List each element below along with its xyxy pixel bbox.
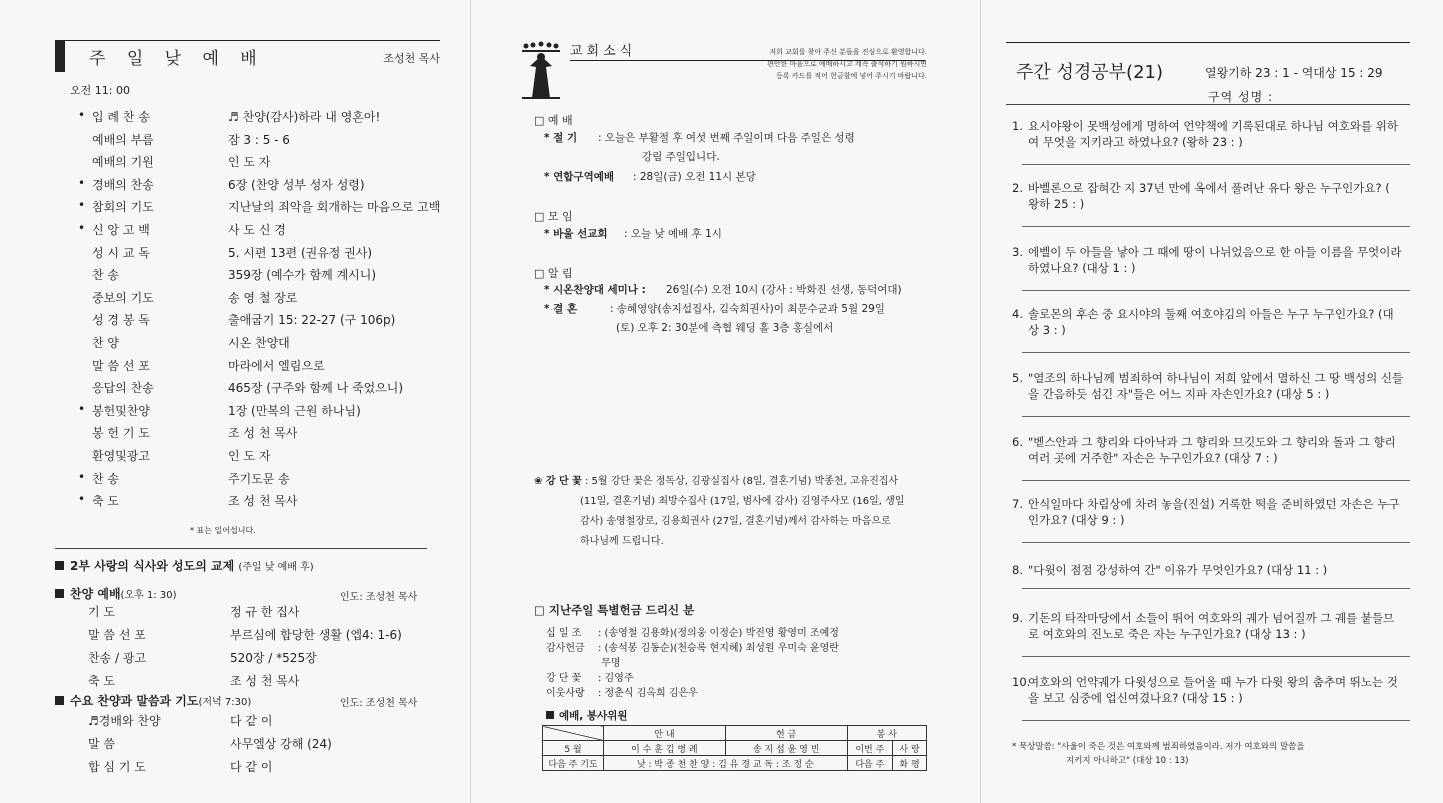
wednesday-order-item: [88, 712, 448, 735]
order-value: 520장 / *525장: [230, 651, 317, 665]
order-value: 지난날의 죄악을 회개하는 마음으로 고백: [228, 200, 441, 215]
order-label: 응답의 찬송: [92, 381, 154, 396]
order-value: 잠 3 : 5 - 6: [228, 132, 290, 147]
service-order-item: [78, 379, 458, 402]
order-value: 정 규 한 집사: [230, 605, 300, 619]
question-text: "다윗이 점점 강성하여 간" 이유가 무엇인가요? (대상 11 : ): [1028, 563, 1328, 577]
wedding-text: : 송혜영양(송지섭집사, 김숙희권사)이 최문수군과 5월 29일: [610, 303, 885, 315]
wednesday-title: 수요 찬양과 말씀과 기도: [70, 694, 199, 708]
duty-heading: [546, 708, 628, 723]
welcome-line: 편안한 마음으로 예배하시고 계속 출석하기 원하시면: [767, 60, 927, 68]
answer-line: [1022, 352, 1410, 353]
praise-title: 찬양 예배: [70, 587, 121, 601]
order-value: 6장 (찬양 성부 성자 성령): [228, 177, 365, 192]
service-time: 오전 11: 00: [70, 84, 130, 97]
order-label: 성 경 봉 독: [92, 313, 150, 328]
bible-study-panel: [980, 0, 1443, 803]
answer-line: [1022, 164, 1410, 165]
order-label: 찬송 / 광고: [88, 651, 147, 665]
order-value: 조 성 천 목사: [230, 674, 300, 688]
study-question: [1012, 610, 1410, 642]
praise-leader: 인도: 조성천 목사: [340, 592, 418, 603]
order-value: 조 성 천 목사: [228, 426, 298, 441]
worship-order-panel: [0, 0, 470, 803]
service-order-item: [78, 357, 458, 380]
study-question: [1012, 306, 1410, 338]
offering-row: [546, 684, 946, 699]
order-value: 조 성 천 목사: [228, 494, 298, 509]
offering-row: [546, 669, 946, 684]
altar-flowers-label: ❀ 강 단 꽃: [534, 476, 582, 487]
question-number: 1.: [1012, 119, 1023, 133]
square-bullet-icon: [55, 561, 64, 570]
order-label: 찬 양: [92, 335, 119, 350]
offering-label: 이웃사랑: [546, 688, 585, 699]
study-rule: [1006, 104, 1410, 105]
answer-line: [1022, 720, 1410, 721]
answer-line: [1022, 588, 1410, 589]
order-label: 찬 송: [92, 471, 119, 486]
table-cell: 다음 주 기도: [543, 756, 604, 771]
seminar-text: 26일(수) 오전 10시 (강사 : 박화진 선생, 동덕여대): [666, 284, 902, 296]
question-number: 9.: [1012, 611, 1023, 625]
order-label: 봉 헌 기 도: [92, 426, 150, 441]
church-news-panel: [470, 0, 980, 803]
order-value: 359장 (예수가 함께 계시니): [228, 268, 377, 283]
table-cell: 화 평: [893, 756, 927, 771]
standing-note: * 표는 일어섭니다.: [190, 526, 256, 535]
order-label: 찬 송: [92, 268, 119, 283]
service-order-item: [78, 131, 458, 154]
table-corner-cell: [543, 726, 604, 741]
order-label: 참회의 기도: [92, 200, 154, 215]
study-question: [1012, 370, 1410, 402]
order-value: 송 영 철 장로: [228, 290, 298, 305]
altar-flowers-line: (11일, 결혼기념) 최방수집사 (17일, 범사에 감사) 김영주사모 (16일, 생일: [580, 496, 905, 507]
answer-line: [1022, 416, 1410, 417]
duty-title: 예배, 봉사위원: [559, 710, 628, 722]
table-cell: 5 월: [543, 741, 604, 756]
question-number: 5.: [1012, 371, 1023, 385]
part2-heading: [55, 557, 314, 574]
order-value: 인 도 자: [228, 448, 271, 463]
square-bullet-icon: [55, 589, 64, 598]
meditation-verse: [1012, 740, 1412, 768]
order-value: 다 같 이: [230, 714, 273, 728]
order-label: 중보의 기도: [92, 290, 154, 305]
question-text: "벧스안과 그 향리와 다아낙과 그 향리와 므깃도와 그 향리와 돌과 그 향리 여러 곳에 거주한" 자손은 누구인가요? (대상 7 : ): [1028, 435, 1396, 465]
answer-line: [1022, 480, 1410, 481]
study-question: [1012, 496, 1410, 528]
square-bullet-icon: [55, 696, 64, 705]
standing-mark: •: [78, 220, 86, 235]
order-label: 봉헌및찬양: [92, 403, 150, 418]
question-number: 4.: [1012, 307, 1023, 321]
seminar-label: * 시온찬양대 세미나 :: [544, 284, 646, 296]
notice-section-heading: □ 알 림: [534, 267, 573, 280]
offering-label: 십 일 조: [546, 628, 582, 639]
question-number: 8.: [1012, 563, 1023, 577]
offering-row: [546, 624, 946, 639]
altar-flowers: [534, 472, 929, 552]
service-title: 주 일 낮 예 배: [89, 49, 265, 69]
study-question: [1012, 674, 1410, 706]
service-order-item: [78, 244, 458, 267]
table-cell: 다음 주: [847, 756, 893, 771]
offering-names: : 정춘식 김옥희 김은우: [598, 688, 698, 699]
order-label: 말 씀 선 포: [88, 628, 146, 642]
order-label: 축 도: [92, 494, 119, 509]
question-text: 요시야왕이 못백성에게 명하여 언약책에 기록된대로 하나님 여호와를 위하여 무엇을 지키라고 하였나요? (왕하 23 : ): [1028, 119, 1398, 149]
part2-title: 2부 사랑의 식사와 성도의 교제: [70, 559, 235, 573]
section-divider: [55, 548, 427, 549]
wedding-text-2: (토) 오후 2: 30분에 측협 웨딩 홀 3층 홍실에서: [616, 322, 834, 334]
table-row: [543, 741, 927, 756]
order-label: 축 도: [88, 674, 115, 688]
study-question: [1012, 180, 1410, 212]
wednesday-time: (저녁 7:30): [198, 697, 252, 708]
order-label: 말 씀: [88, 737, 115, 751]
order-value: 사 도 신 경: [228, 222, 286, 237]
offerings-heading: □ 지난주일 특별헌금 드리신 분: [534, 603, 695, 617]
study-name-field: 구역 성명 :: [1208, 90, 1274, 104]
welcome-text: [722, 46, 927, 82]
wednesday-order-list: [88, 712, 448, 781]
offering-names: : (송영철 김용화)(정의웅 이정순) 박진영 황영미 조예정: [598, 628, 839, 639]
service-header: [55, 40, 440, 72]
question-text: 안식일마다 차림상에 차려 놓을(진설) 거룩한 떡을 준비하였던 자손은 누구인가요? (대상 9 : ): [1028, 497, 1400, 527]
wednesday-order-item: [88, 735, 448, 758]
table-cell: 이 수 훈 김 병 례: [604, 741, 726, 756]
altar-flowers-line: : 5월 강단 꽃은 정독상, 김광실집사 (8일, 결혼기념) 박종천, 고유진집사: [585, 476, 899, 487]
table-header: 헌 금: [725, 726, 847, 741]
order-value: 부르심에 합당한 생활 (엡4: 1-6): [230, 628, 402, 642]
service-order-list: [78, 108, 458, 515]
joint-worship-label: * 연합구역예배: [544, 171, 615, 183]
study-question: [1012, 118, 1410, 150]
answer-line: [1022, 656, 1410, 657]
order-label: 환영및광고: [92, 448, 150, 463]
season-text-2: 강림 주일입니다.: [642, 151, 720, 163]
question-text: 기돈의 타작마당에서 소들이 뛰어 여호와의 궤가 넘어질까 그 궤를 붙들므로 여호와의 진노로 죽은 자는 누구인가요? (대상 13 : ): [1028, 611, 1395, 641]
standing-mark: •: [78, 469, 86, 484]
praise-order-list: [88, 603, 448, 695]
service-order-item: [78, 311, 458, 334]
service-order-item: [78, 176, 458, 199]
order-value: 465장 (구주와 함께 나 죽었으니): [228, 381, 404, 396]
offering-names: 무명: [598, 658, 621, 669]
offering-names: : 김영주: [598, 673, 634, 684]
wednesday-leader: 인도: 조성천 목사: [340, 698, 418, 709]
praise-order-item: [88, 649, 448, 672]
header-rule: [65, 40, 440, 41]
season-text: : 오늘은 부활절 후 여섯 번째 주일이며 다음 주일은 성령: [598, 132, 855, 144]
standing-mark: •: [78, 401, 86, 416]
service-order-item: [78, 221, 458, 244]
meditation-line: 지키지 아니하고" (대상 10 : 13): [1066, 756, 1189, 766]
order-value: 시온 찬양대: [228, 335, 290, 350]
service-order-item: [78, 334, 458, 357]
welcome-line: 등록 카드를 적어 헌금함에 넣어 주시기 바랍니다.: [776, 72, 927, 80]
praise-time: (오후 1: 30): [120, 590, 177, 601]
offering-label: 강 단 꽃: [546, 673, 582, 684]
order-label: 예배의 부름: [92, 132, 154, 147]
answer-line: [1022, 542, 1410, 543]
standing-mark: •: [78, 198, 86, 213]
service-order-item: [78, 289, 458, 312]
question-number: 7.: [1012, 497, 1023, 511]
order-value: 인 도 자: [228, 155, 271, 170]
standing-mark: •: [78, 175, 86, 190]
question-text: 에벨이 두 아들을 낳아 그 때에 땅이 나뉘었음으로 한 아들 이름을 무엇이라 하였나요? (대상 1 : ): [1028, 245, 1402, 275]
standing-mark: •: [78, 492, 86, 507]
table-cell: 송 지 섭 윤 영 빈: [725, 741, 847, 756]
study-question: [1012, 434, 1410, 466]
order-label: 입 례 찬 송: [92, 110, 150, 124]
altar-flowers-line: 감사) 송영철장로, 김용희권사 (27일, 결혼기념)께서 감사하는 마음으로: [580, 516, 891, 527]
praise-order-item: [88, 603, 448, 626]
service-order-item: [78, 492, 458, 515]
order-value: 주기도문 송: [228, 471, 290, 486]
worship-section-heading: □ 예 배: [534, 114, 573, 127]
welcome-line: 저희 교회를 찾아 주신 분들을 진심으로 환영합니다.: [769, 48, 927, 56]
praise-heading: [55, 585, 176, 602]
answer-line: [1022, 290, 1410, 291]
service-order-item: [78, 402, 458, 425]
table-header: 안 내: [604, 726, 726, 741]
order-label: 예배의 기원: [92, 155, 154, 170]
order-value: 5. 시편 13편 (권유정 권사): [228, 245, 373, 260]
table-cell: 낮 : 박 종 천 찬 양 : 김 유 경 교 독 : 조 정 순: [604, 756, 848, 771]
offering-row: [546, 639, 946, 654]
header-bar: [55, 40, 65, 72]
study-rule: [1006, 42, 1410, 43]
service-order-item: [78, 266, 458, 289]
order-label: 신 앙 고 백: [92, 222, 150, 237]
order-label: 말 씀 선 포: [92, 358, 150, 373]
square-bullet-icon: [546, 711, 554, 719]
news-title: 교회소식: [570, 44, 637, 59]
offering-row: [546, 654, 946, 669]
question-text: "열조의 하나님께 범죄하여 하나님이 저희 앞에서 멸하신 그 땅 백성의 신들을 간음하듯 섬긴 자"들은 어느 지파 자손인가요? (대상 5 : ): [1028, 371, 1404, 401]
wednesday-order-item: [88, 758, 448, 781]
study-range: 열왕기하 23 : 1 - 역대상 15 : 29: [1205, 66, 1383, 80]
service-order-item: [78, 108, 458, 131]
service-order-item: [78, 198, 458, 221]
order-value: 1장 (만복의 근원 하나님): [228, 403, 361, 418]
order-value: 다 같 이: [230, 760, 273, 774]
service-order-item: [78, 153, 458, 176]
service-pastor: 조성천 목사: [383, 52, 440, 65]
standing-mark: •: [78, 108, 86, 122]
mission-label: * 바울 선교회: [544, 228, 608, 240]
order-value: ♬ 찬양(감사)하라 내 영혼아!: [228, 110, 381, 124]
question-text: 솔로몬의 후손 중 요시야의 둘째 여호야김의 아들은 누구 누구인가요? (대상 3 : ): [1028, 307, 1394, 337]
order-value: 출애굽기 15: 22-27 (구 106p): [228, 313, 396, 328]
study-question: [1012, 562, 1410, 578]
choir-figure-icon: [522, 40, 560, 100]
table-row: [543, 726, 927, 741]
order-label: ♬경배와 찬양: [88, 714, 161, 728]
answer-line: [1022, 226, 1410, 227]
table-header: 봉 사: [847, 726, 926, 741]
praise-order-item: [88, 626, 448, 649]
question-number: 3.: [1012, 245, 1023, 259]
order-label: 성 시 교 독: [92, 245, 150, 260]
order-value: 사무엘상 강해 (24): [230, 737, 332, 751]
season-label: * 절 기: [544, 132, 578, 144]
service-order-item: [78, 447, 458, 470]
study-title: 주간 성경공부(21): [1016, 62, 1163, 83]
meditation-line: * 묵상말씀: "사울이 죽은 것은 여호와께 범죄하였음이라. 저가 여호와의 말씀을: [1012, 742, 1305, 752]
order-label: 기 도: [88, 605, 115, 619]
wedding-label: * 결 혼: [544, 303, 578, 315]
joint-worship-text: : 28일(금) 오전 11시 본당: [633, 171, 756, 183]
altar-flowers-line: 하나님께 드립니다.: [580, 536, 664, 547]
service-order-item: [78, 424, 458, 447]
table-row: [543, 756, 927, 771]
order-label: 경배의 찬송: [92, 177, 154, 192]
question-text: 바벨론으로 잡혀간 지 37년 만에 옥에서 풀려난 유다 왕은 누구인가요? ( 왕하 25 : ): [1028, 181, 1390, 211]
table-cell: 사 랑: [893, 741, 927, 756]
question-number: 6.: [1012, 435, 1023, 449]
table-cell: 이번 주: [847, 741, 893, 756]
study-question: [1012, 244, 1410, 276]
offering-label: 감사헌금: [546, 643, 585, 654]
mission-text: : 오늘 낮 예배 후 1시: [624, 228, 722, 240]
question-number: 2.: [1012, 181, 1023, 195]
wednesday-heading: [55, 692, 251, 709]
question-number: 10.: [1012, 675, 1031, 689]
service-order-item: [78, 470, 458, 493]
question-text: 여호와의 언약궤가 다윗성으로 들어올 때 누가 다윗 왕의 춤추며 뛰노는 것을 보고 심중에 업신여겼나요? (대상 15 : ): [1028, 675, 1398, 705]
order-label: 합 심 기 도: [88, 760, 146, 774]
meeting-section-heading: □ 모 임: [534, 210, 573, 223]
order-value: 마라에서 엘림으로: [228, 358, 325, 373]
part2-sub: (주일 낮 예배 후): [238, 562, 314, 573]
offering-names: : (송석봉 김동순)(천승록 현지혜) 최성원 우미숙 윤영란: [598, 643, 839, 654]
duty-table: [542, 725, 927, 771]
